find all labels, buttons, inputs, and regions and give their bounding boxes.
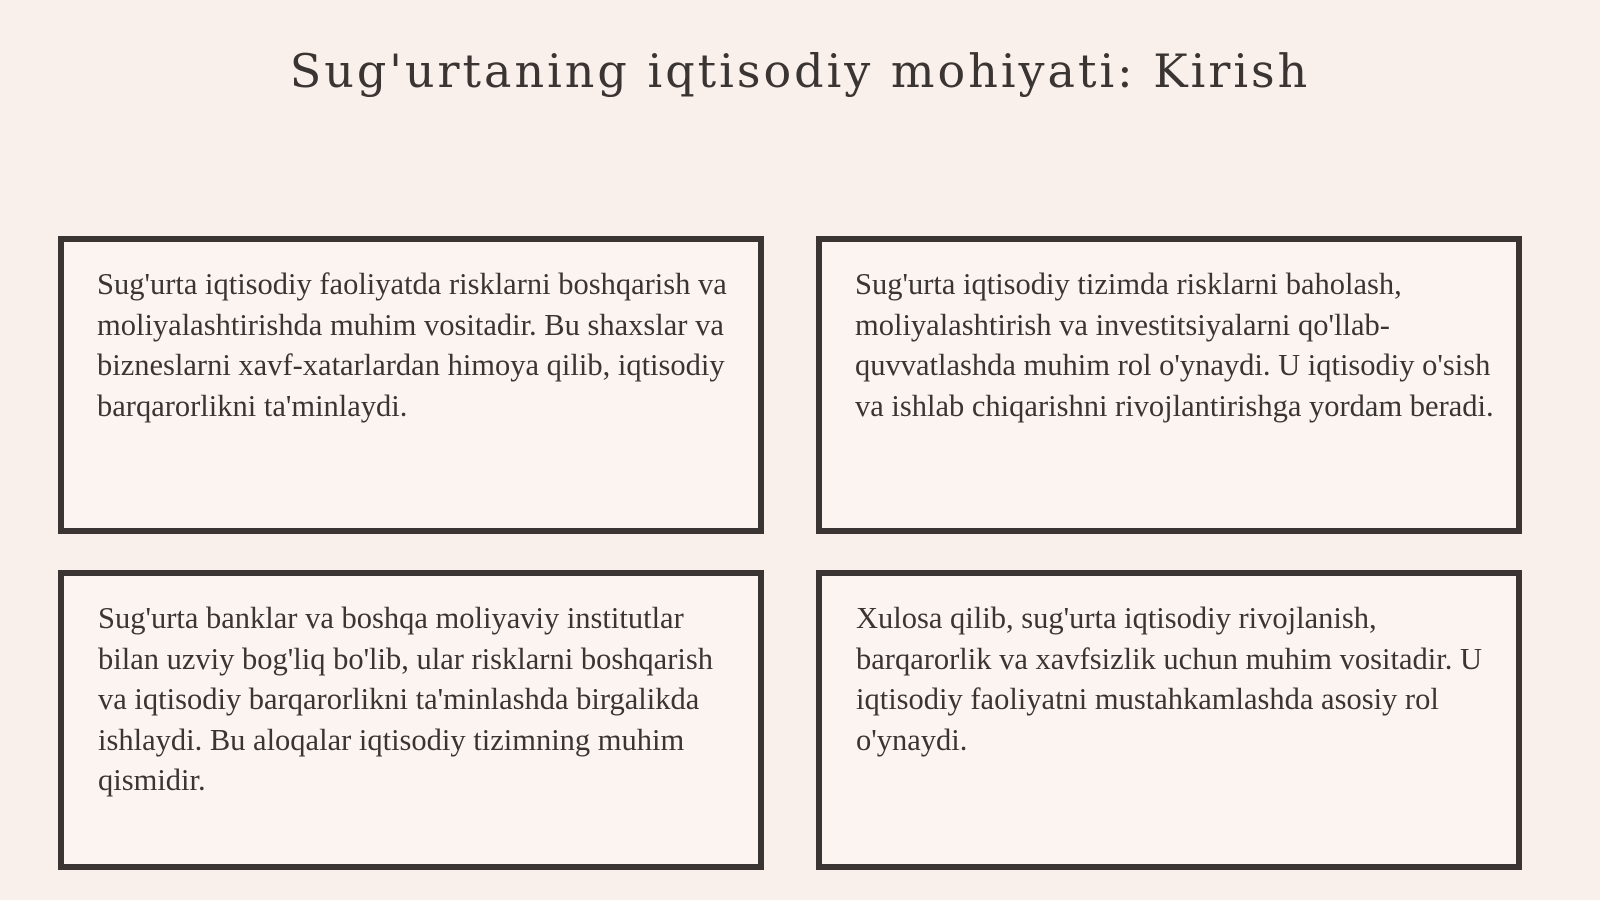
- card-text: Sug'urta iqtisodiy faoliyatda risklarni boshqarish va moliyalashtirishda muhim vositadir. Bu shaxslar va bizneslarni xavf-xatarlardan himoya qilib, iqtisodiy barqarorlikni ta'minlaydi.: [97, 267, 727, 423]
- card-text: Sug'urta iqtisodiy tizimda risklarni baholash, moliyalashtirish va investitsiyalarni qo'llab-quvvatlashda muhim rol o'ynaydi. U iqtisodiy o'sish va ishlab chiqarishni rivojlantirishga yordam beradi.: [855, 267, 1494, 423]
- content-card-1: [58, 236, 764, 534]
- slide-title: Sug'urtaning iqtisodiy mohiyati: Kirish: [289, 44, 1311, 98]
- card-text: Sug'urta banklar va boshqa moliyaviy institutlar bilan uzviy bog'liq bo'lib, ular risklarni boshqarish va iqtisodiy barqarorlikni ta'minlashda birgalikda ishlaydi. Bu aloqalar iqtisodiy tizimning muhim qismidir.: [98, 601, 713, 797]
- content-card-4: [816, 570, 1522, 870]
- content-card-3: [58, 570, 764, 870]
- card-text: Xulosa qilib, sug'urta iqtisodiy rivojlanish, barqarorlik va xavfsizlik uchun muhim vositadir. U iqtisodiy faoliyatni mustahkamlashda asosiy rol o'ynaydi.: [856, 601, 1482, 757]
- content-card-2: [816, 236, 1522, 534]
